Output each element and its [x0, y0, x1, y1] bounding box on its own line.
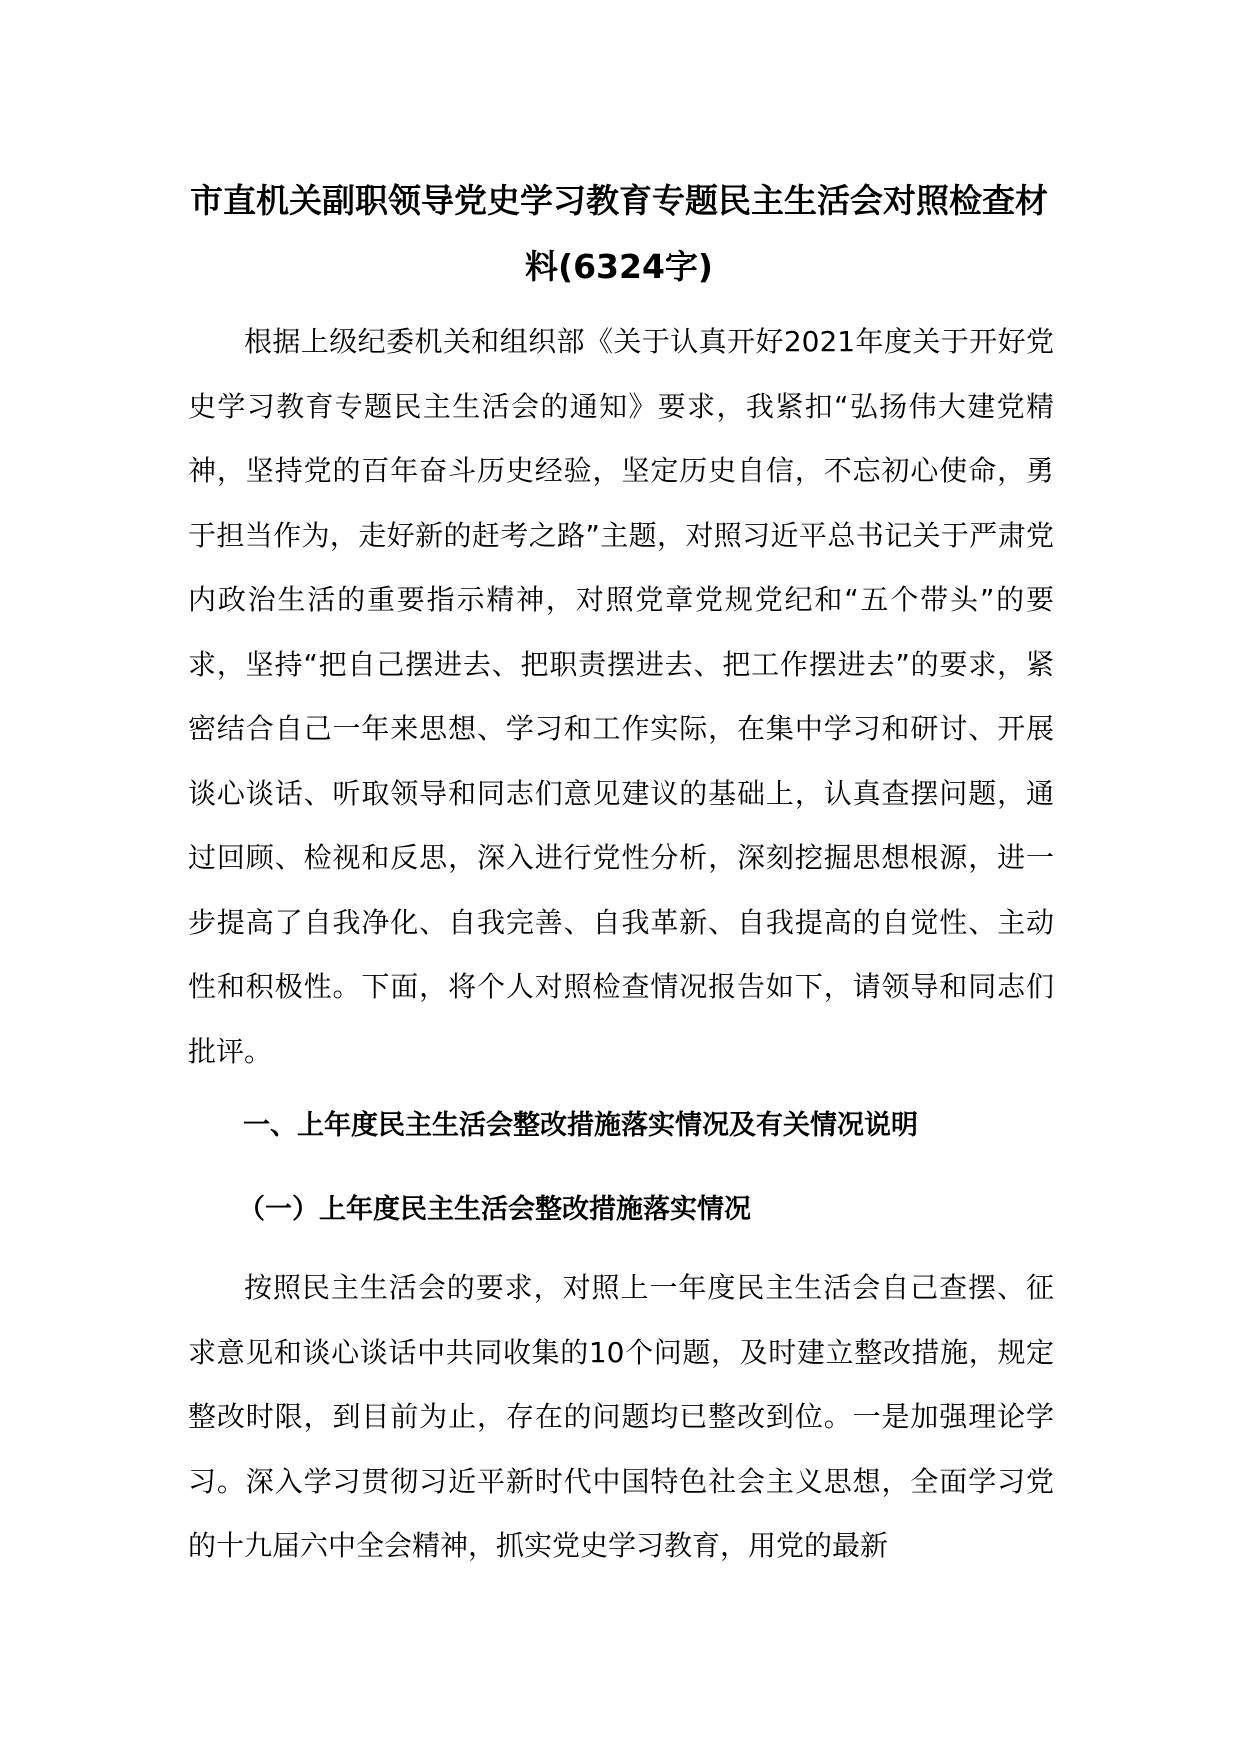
section-1-heading: 一、上年度民主生活会整改措施落实情况及有关情况说明: [243, 1110, 918, 1141]
intro-paragraph: 根据上级纪委机关和组织部《关于认真开好2021年度关于开好党史学习教育专题民主生活会的通知》要求，我紧扣“弘扬伟大建党精神，坚持党的百年奋斗历史经验，坚定历史自信，不忘初心使命，勇于担当作为，走好新的赶考之路”主题，对照习近平总书记关于严肃党内政治生活的重要指示精神，对照党章党规党纪和“五个带头”的要求，坚持“把自己摆进去、把职责摆进去、把工作摆进去”的要求，紧密结合自己一年来思想、学习和工作实际，在集中学习和研讨、开展谈心谈话、听取领导和同志们意见建议的基础上，认真查摆问题，通过回顾、检视和反思，深入进行党性分析，深刻挖掘思想根源，进一步提高了自我净化、自我完善、自我革新、自我提高的自觉性、主动性和积极性。下面，将个人对照检查情况报告如下，请领导和同志们批评。: [188, 325, 1054, 1068]
subsection-1-heading: （一）上年度民主生活会整改措施落实情况: [238, 1194, 751, 1225]
document-title: 市直机关副职领导党史学习教育专题民主生活会对照检查材料(6324字): [190, 181, 1048, 286]
subsection-1-paragraph: 按照民主生活会的要求，对照上一年度民主生活会自己查摆、征求意见和谈心谈话中共同收集的10个问题，及时建立整改措施，规定整改时限，到目前为止，存在的问题均已整改到位。一是加强理论学习。深入学习贯彻习近平新时代中国特色社会主义思想，全面学习党的十九届六中全会精神，抓实党史学习教育，用党的最新: [188, 1271, 1054, 1562]
